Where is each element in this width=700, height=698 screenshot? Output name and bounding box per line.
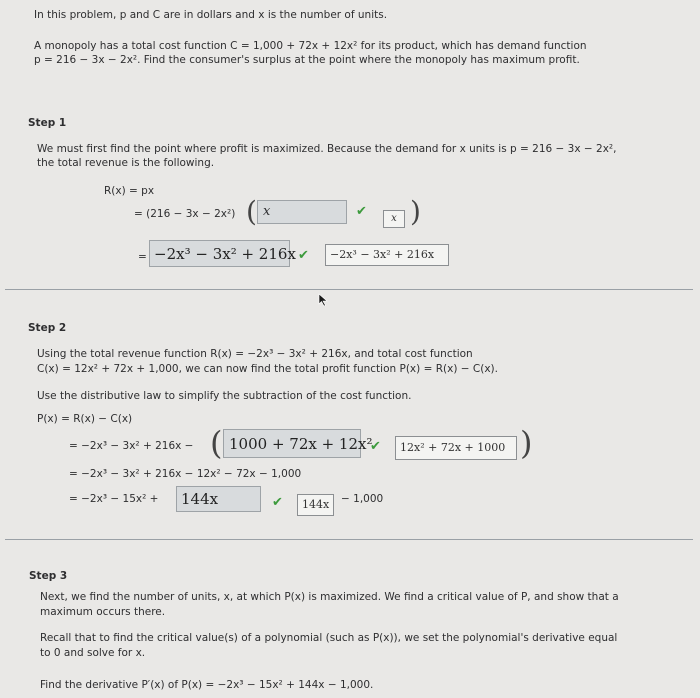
mouse-pointer-icon: [318, 293, 328, 307]
step2-input-3[interactable]: [223, 429, 373, 458]
step2-title: Step 2: [28, 322, 67, 334]
step2-answer-4: 144x: [297, 494, 334, 516]
step2-input-4[interactable]: [176, 486, 261, 512]
intro-line-2: A monopoly has a total cost function C = 1,000 + 72x + 12x² for its product, which has demand function: [34, 40, 587, 52]
step1-eq-2-prefix: = (216 − 3x − 2x²): [134, 208, 236, 220]
intro-line-1: In this problem, p and C are in dollars and x is the number of units.: [34, 9, 388, 21]
step1-hint-1: x: [383, 210, 405, 228]
step3-text-1: Next, we find the number of units, x, at which P(x) is maximized. We find a critical value of P, and show that a: [40, 591, 619, 603]
check-icon: ✔: [356, 204, 367, 219]
check-icon: ✔: [298, 248, 309, 263]
step2-eq-2-prefix: = −2x³ − 3x² + 216x −: [69, 440, 194, 452]
check-icon: ✔: [370, 439, 381, 454]
step2-text-2: C(x) = 12x² + 72x + 1,000, we can now find the total profit function P(x) = R(x) − C(x).: [37, 363, 498, 375]
step2-text-1: Using the total revenue function R(x) = −2x³ − 3x² + 216x, and total cost function: [37, 348, 473, 360]
step2-eq-3: = −2x³ − 3x² + 216x − 12x² − 72x − 1,000: [69, 468, 302, 480]
step2-text-3: Use the distributive law to simplify the subtraction of the cost function.: [37, 390, 412, 402]
step1-input-1-value: x: [263, 204, 271, 219]
step1-eq-3-prefix: =: [138, 251, 147, 263]
step3-text-3: Recall that to find the critical value(s) of a polynomial (such as P(x)), we set the polynomial's derivative equal: [40, 632, 618, 644]
step1-text-1: We must first find the point where profit is maximized. Because the demand for x units is p = 216 − 3x − 2x²,: [37, 143, 617, 155]
step2-input-3-value: 1000 + 72x + 12x²: [229, 435, 373, 453]
open-paren: (: [246, 195, 257, 228]
step1-answer-2: −2x³ − 3x² + 216x: [325, 244, 449, 266]
step3-text-2: maximum occurs there.: [40, 606, 166, 618]
step3-title: Step 3: [29, 570, 68, 582]
step2-answer-3: 12x² + 72x + 1000: [395, 436, 517, 460]
step1-input-2-value: −2x³ − 3x² + 216x: [154, 245, 296, 263]
intro-line-3: p = 216 − 3x − 2x². Find the consumer's surplus at the point where the monopoly has maximum profit.: [34, 54, 580, 66]
step1-title: Step 1: [28, 117, 67, 129]
open-paren: (: [210, 424, 223, 462]
step3-text-4: to 0 and solve for x.: [40, 647, 146, 659]
step2-eq-1: P(x) = R(x) − C(x): [37, 413, 133, 425]
step1-eq-1: R(x) = px: [104, 185, 155, 197]
close-paren: ): [410, 195, 421, 228]
step3-text-5: Find the derivative P′(x) of P(x) = −2x³ − 15x² + 144x − 1,000.: [40, 679, 374, 691]
step2-input-4-value: 144x: [181, 490, 219, 508]
step1-input-1[interactable]: [257, 200, 347, 224]
step2-eq-4-suffix: − 1,000: [341, 493, 384, 505]
divider: [5, 539, 693, 540]
divider: [5, 289, 693, 290]
check-icon: ✔: [272, 495, 283, 510]
step1-text-2: the total revenue is the following.: [37, 157, 215, 169]
step1-input-2[interactable]: [149, 240, 296, 267]
step2-eq-4-prefix: = −2x³ − 15x² +: [69, 493, 159, 505]
close-paren: ): [520, 424, 533, 462]
